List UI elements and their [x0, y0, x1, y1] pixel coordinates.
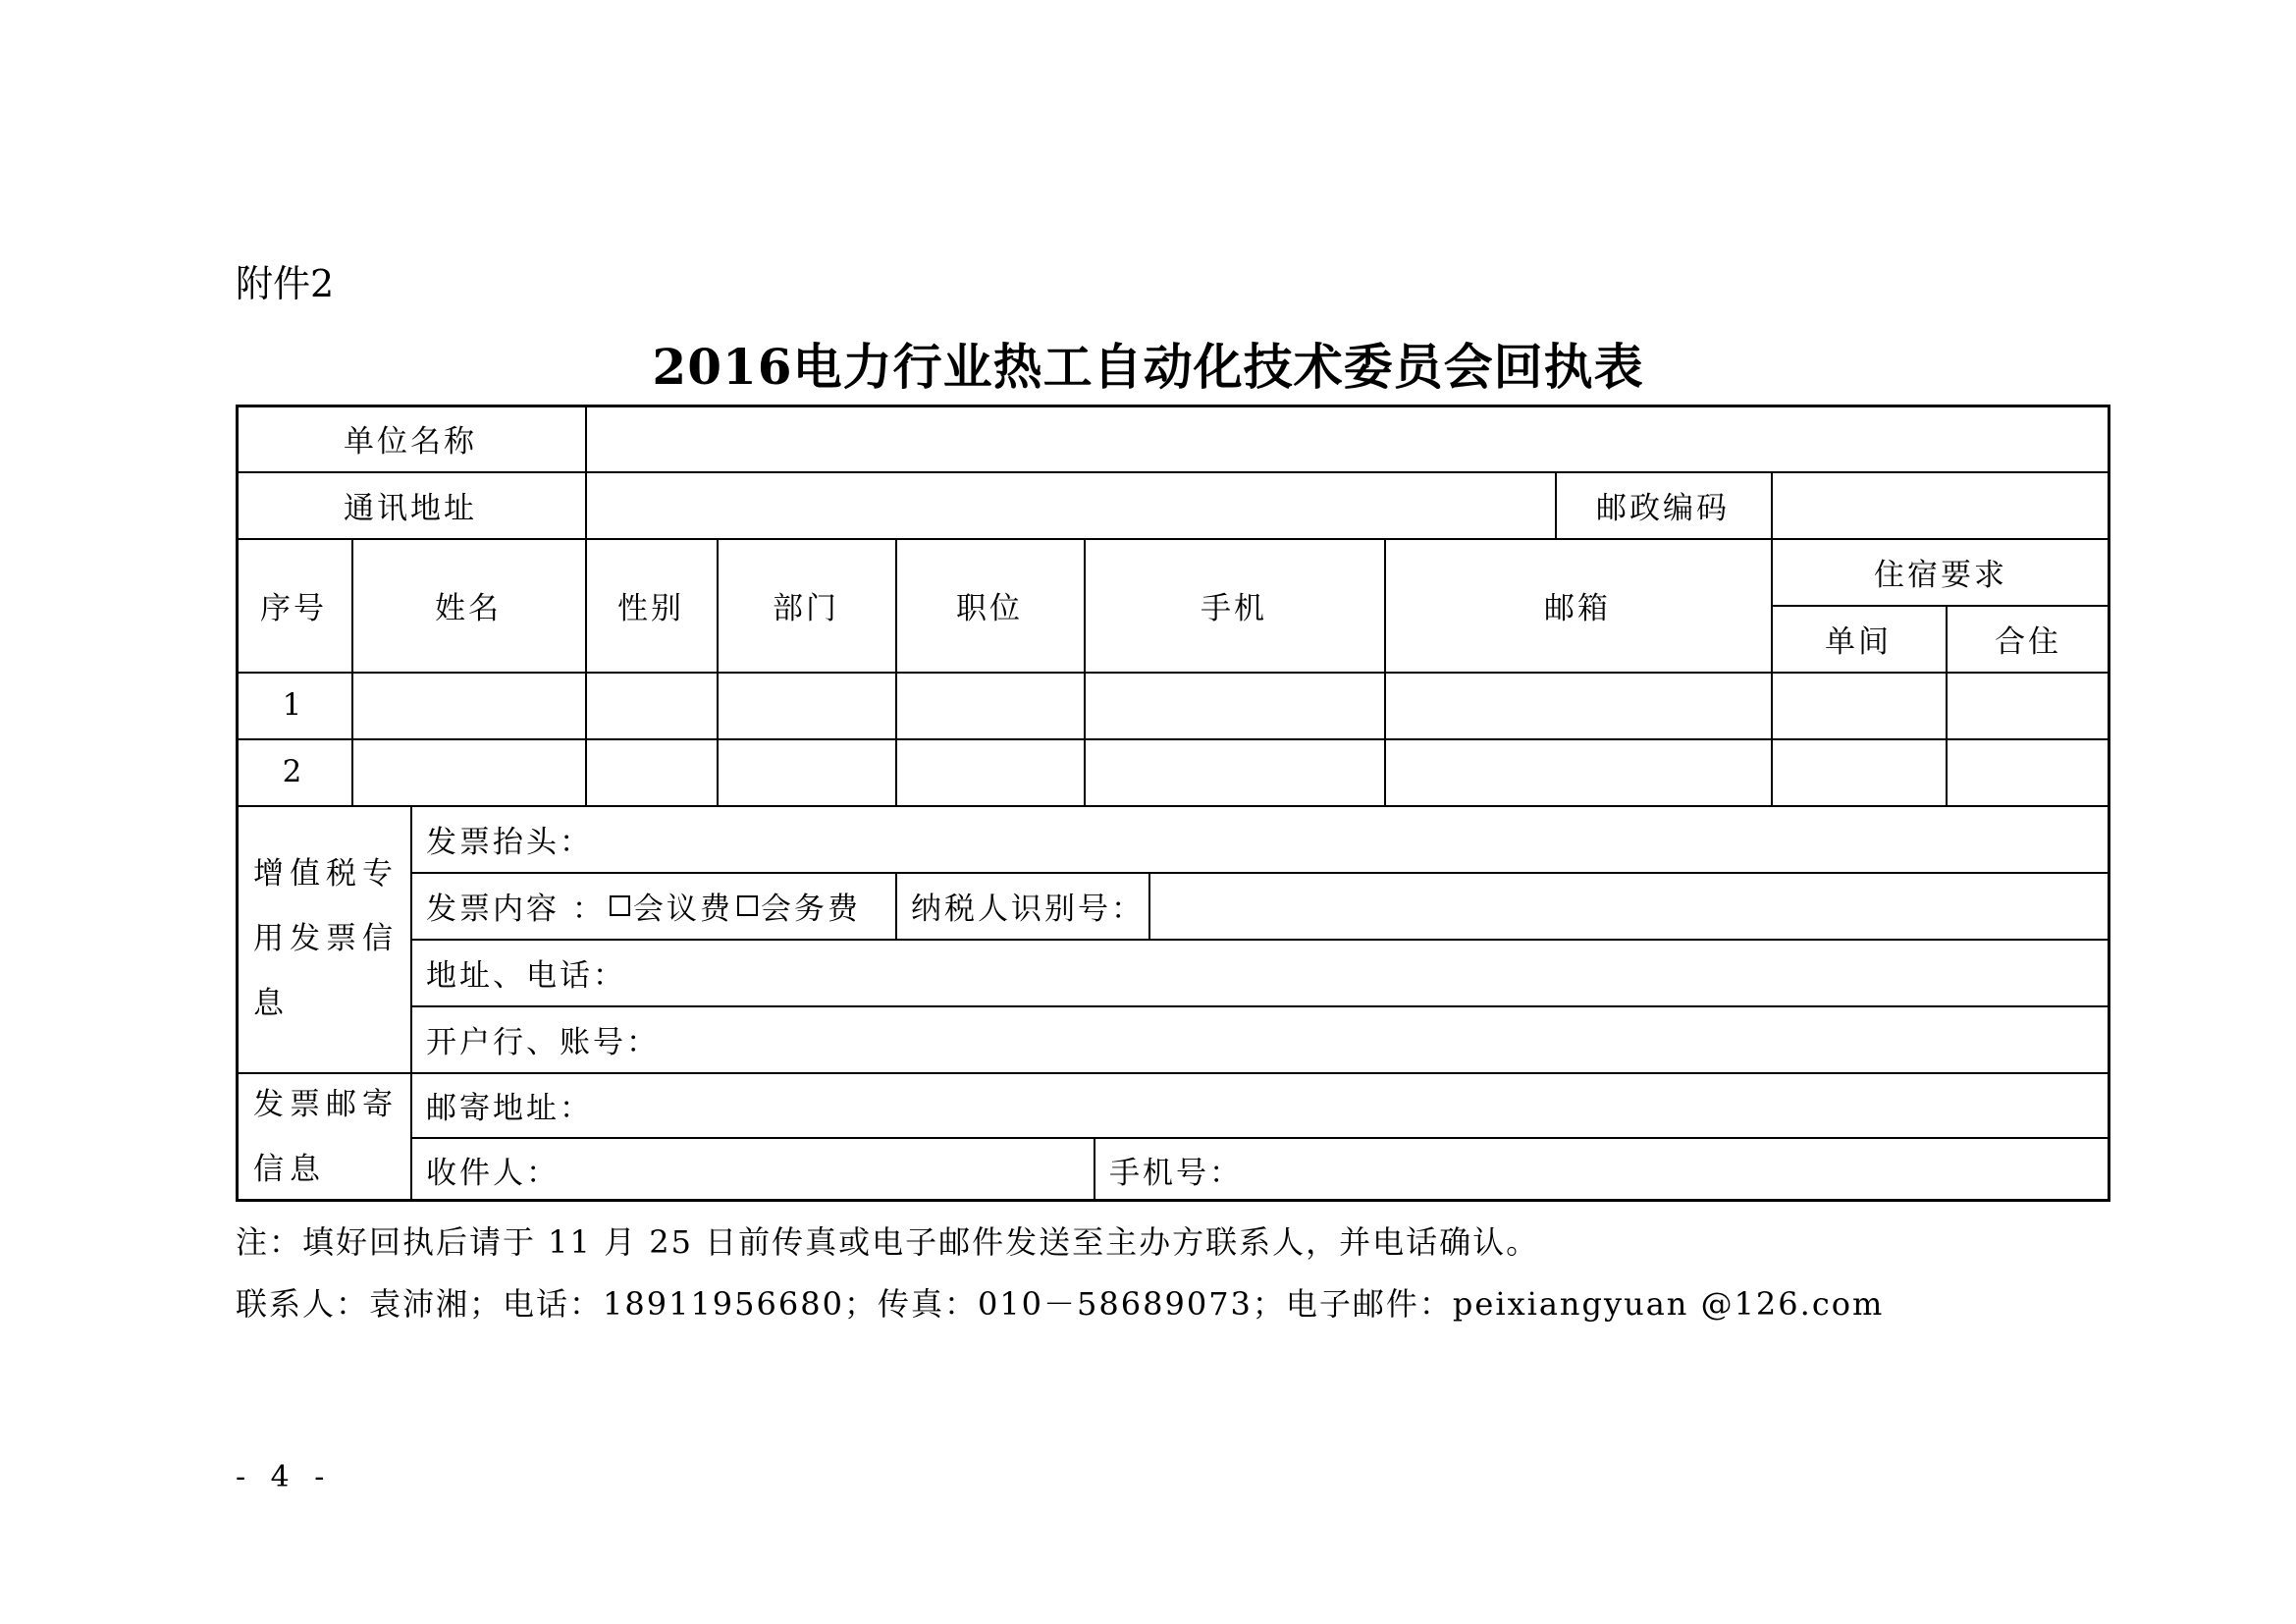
service-fee-label: 会务费	[760, 891, 861, 927]
meeting-fee-checkbox[interactable]	[610, 895, 630, 916]
attachment-label: 附件2	[236, 262, 335, 305]
col-header-seq: 序号	[260, 590, 327, 626]
address-phone-label: 地址、电话：	[426, 957, 626, 994]
mobile-label: 手机号：	[1109, 1155, 1243, 1191]
invoice-content-label: 发票内容 ：	[426, 891, 606, 927]
taxpayer-id-field[interactable]	[1148, 872, 2110, 939]
row-seq-2: 2	[282, 754, 305, 789]
contact-text: 联系人：袁沛湘；电话：18911956680；传真：010－58689073；电子邮件：peixiangyuan @126.com	[236, 1285, 1885, 1323]
unit-name-label: 单位名称	[344, 423, 477, 460]
col-header-lodging: 住宿要求	[1874, 557, 2007, 593]
row-divider	[236, 738, 2110, 740]
receipt-form-table	[236, 405, 2110, 1202]
row-divider	[236, 672, 2110, 674]
col-header-name: 姓名	[435, 590, 502, 626]
recipient-label: 收件人：	[426, 1155, 560, 1191]
page-number: - 4 -	[236, 1460, 333, 1494]
service-fee-checkbox[interactable]	[737, 895, 758, 916]
col-header-email: 邮箱	[1544, 590, 1611, 626]
col-header-single-room: 单间	[1825, 623, 1892, 660]
meeting-fee-label: 会议费	[632, 891, 733, 927]
col-header-phone: 手机	[1201, 590, 1267, 626]
col-header-position: 职位	[956, 590, 1023, 626]
mail-address-label: 邮寄地址：	[426, 1090, 593, 1126]
page-title: 2016电力行业热工自动化技术委员会回执表	[652, 338, 1644, 396]
note-text: 注：填好回执后请于 11 月 25 日前传真或电子邮件发送至主办方联系人，并电话确认。	[236, 1223, 1540, 1261]
unit-name-field[interactable]	[585, 405, 2110, 471]
vat-section-label: 增值税专用发票信息	[253, 856, 399, 1021]
address-label: 通讯地址	[344, 490, 477, 526]
postcode-field[interactable]	[1771, 471, 2110, 538]
postcode-label: 邮政编码	[1596, 490, 1730, 526]
col-header-gender: 性别	[617, 590, 684, 626]
invoice-content-field	[410, 872, 895, 939]
invoice-title-label: 发票抬头：	[426, 824, 593, 860]
bank-account-label: 开户行、账号：	[426, 1024, 660, 1060]
taxpayer-id-label: 纳税人识别号：	[911, 891, 1145, 927]
row-seq-1: 1	[282, 687, 305, 723]
col-header-shared-room: 合住	[1995, 623, 2061, 660]
col-header-dept: 部门	[773, 590, 839, 626]
address-field[interactable]	[585, 471, 1555, 538]
mailing-section-label: 发票邮寄信息	[253, 1087, 399, 1187]
